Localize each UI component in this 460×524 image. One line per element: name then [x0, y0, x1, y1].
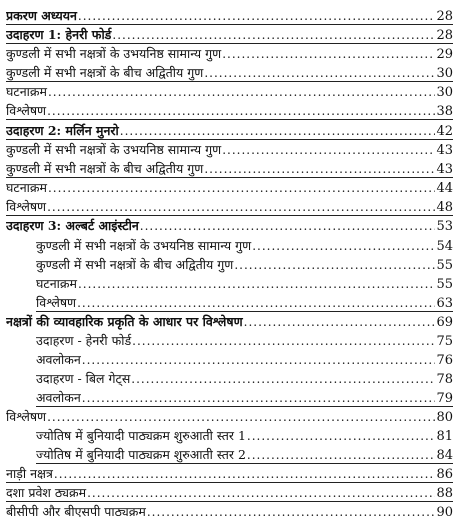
- toc-entry[interactable]: [6, 502, 453, 521]
- toc-entry-title: नक्षत्रों की व्यावहारिक प्रकृति के आधार पर विश्लेषण: [6, 314, 243, 329]
- toc-entry-page-number: 30: [436, 85, 453, 100]
- toc-entry[interactable]: [36, 350, 453, 369]
- toc-entry-page-number: 78: [436, 372, 453, 387]
- toc-entry-title: ज्योतिष में बुनियादी पाठ्यक्रम शुरुआती स्तर 2: [36, 447, 246, 462]
- dot-leader: [247, 427, 436, 445]
- toc-entry-page-number: 42: [436, 124, 453, 139]
- toc-entry[interactable]: [6, 6, 453, 25]
- toc-entry-title: कुण्डली में सभी नक्षत्रों के उभयनिष्ठ सामान्य गुण: [6, 46, 222, 61]
- dot-leader: [112, 26, 435, 44]
- dot-leader: [131, 370, 435, 388]
- toc-entry-page-number: 63: [436, 296, 453, 311]
- dot-leader: [82, 351, 436, 369]
- toc-entry[interactable]: [6, 82, 453, 101]
- dot-leader: [48, 83, 436, 101]
- toc-entry-title: उदाहरण - बिल गेट्स: [36, 371, 131, 386]
- dot-leader: [204, 160, 435, 178]
- toc-entry-page-number: 48: [436, 200, 453, 215]
- toc-entry-title: ज्योतिष में बुनियादी पाठ्यक्रम शुरुआती स्तर 1: [36, 428, 246, 443]
- dot-leader: [87, 484, 435, 502]
- toc-entry[interactable]: [36, 445, 453, 464]
- dot-leader: [77, 294, 435, 312]
- toc-entry-page-number: 28: [436, 28, 453, 43]
- toc-entry-page-number: 84: [436, 448, 453, 463]
- toc-entry-page-number: 88: [436, 486, 453, 501]
- toc-entry-title: नाड़ी नक्षत्र: [6, 466, 53, 481]
- toc-entry-title: विश्लेषण: [36, 295, 77, 310]
- dot-leader: [54, 465, 436, 483]
- toc-entry-title: उदाहरण 3: अल्बर्ट आइंस्टीन: [6, 218, 139, 233]
- toc-entry-page-number: 55: [436, 277, 453, 292]
- toc-entry-title: विश्लेषण: [6, 409, 47, 424]
- toc-entry[interactable]: [6, 25, 453, 44]
- toc-entry-title: घटनाक्रम: [36, 276, 77, 291]
- dot-leader: [47, 102, 435, 120]
- toc-entry[interactable]: [6, 312, 453, 331]
- toc-entry-page-number: 75: [436, 334, 453, 349]
- toc-entry-page-number: 76: [436, 353, 453, 368]
- toc-entry-title: अवलोकन: [36, 390, 81, 405]
- dot-leader: [204, 64, 435, 82]
- toc-entry[interactable]: [6, 101, 453, 120]
- toc-entry[interactable]: [36, 293, 453, 312]
- toc-entry[interactable]: [6, 159, 453, 178]
- toc-entry-page-number: 54: [436, 239, 453, 254]
- toc-entry[interactable]: [6, 407, 453, 426]
- toc-entry[interactable]: [6, 216, 453, 235]
- toc-entry-page-number: 90: [436, 505, 453, 520]
- toc-entry-page-number: 79: [436, 391, 453, 406]
- toc-entry[interactable]: [6, 44, 453, 63]
- dot-leader: [247, 446, 436, 464]
- dot-leader: [222, 45, 435, 63]
- dot-leader: [78, 7, 436, 25]
- toc-entry-title: कुण्डली में सभी नक्षत्रों के बीच अद्वितीय गुण: [6, 65, 204, 80]
- toc-entry[interactable]: [6, 178, 453, 197]
- dot-leader: [140, 217, 436, 235]
- dot-leader: [147, 503, 436, 521]
- toc-entry-title: विश्लेषण: [6, 103, 47, 118]
- toc-entry[interactable]: [6, 483, 453, 502]
- toc-entry-page-number: 29: [436, 47, 453, 62]
- dot-leader: [48, 179, 436, 197]
- toc-entry-page-number: 53: [436, 219, 453, 234]
- toc-entry[interactable]: [6, 464, 453, 483]
- toc-entry-title: कुण्डली में सभी नक्षत्रों के बीच अद्वितीय गुण: [36, 257, 234, 272]
- toc-entry-page-number: 55: [436, 258, 453, 273]
- dot-leader: [120, 122, 436, 140]
- toc-entry-title: विश्लेषण: [6, 199, 47, 214]
- dot-leader: [252, 237, 435, 255]
- toc-entry-page-number: 86: [436, 467, 453, 482]
- toc-entry-title: दशा प्रवेश ठ्यक्रम: [6, 485, 87, 500]
- toc-entry-title: घटनाक्रम: [6, 84, 47, 99]
- toc-entry[interactable]: [6, 197, 453, 216]
- toc-entry-page-number: 44: [436, 181, 453, 196]
- toc-entry[interactable]: [6, 121, 453, 140]
- dot-leader: [222, 141, 435, 159]
- toc-entry-title: कुण्डली में सभी नक्षत्रों के उभयनिष्ठ सामान्य गुण: [36, 238, 252, 253]
- toc-entry-page-number: 43: [436, 162, 453, 177]
- toc-entry[interactable]: [36, 426, 453, 445]
- dot-leader: [78, 275, 436, 293]
- toc-entry-page-number: 28: [436, 9, 453, 24]
- dot-leader: [132, 332, 435, 350]
- toc-entry-title: अवलोकन: [36, 352, 81, 367]
- toc-entry-page-number: 30: [436, 66, 453, 81]
- toc-entry-page-number: 43: [436, 143, 453, 158]
- toc-entry-title: प्रकरण अध्ययन: [6, 8, 77, 23]
- toc-entry[interactable]: [6, 63, 453, 82]
- dot-leader: [234, 256, 435, 274]
- toc-entry[interactable]: [36, 388, 453, 407]
- toc-entry-page-number: 38: [436, 104, 453, 119]
- toc-entry[interactable]: [36, 236, 453, 255]
- toc-entry[interactable]: [6, 140, 453, 159]
- toc-entry[interactable]: [36, 274, 453, 293]
- toc-entry[interactable]: [36, 255, 453, 274]
- toc-entry-title: उदाहरण 2: मर्लिन मुनरो: [6, 123, 119, 138]
- toc-entry-page-number: 81: [436, 429, 453, 444]
- toc-entry-page-number: 69: [436, 315, 453, 330]
- toc-entry-title: बीसीपी और बीएसपी पाठ्यक्रम: [6, 504, 146, 519]
- toc-entry-title: उदाहरण 1: हेनरी फोर्ड: [6, 27, 112, 42]
- toc-entry-title: घटनाक्रम: [6, 180, 47, 195]
- toc-entry[interactable]: [36, 331, 453, 350]
- toc-entry-title: उदाहरण - हेनरी फोर्ड: [36, 333, 132, 348]
- toc-entry[interactable]: [36, 369, 453, 388]
- toc-entry-page-number: 80: [436, 410, 453, 425]
- toc-entry-title: कुण्डली में सभी नक्षत्रों के बीच अद्वितीय गुण: [6, 161, 204, 176]
- dot-leader: [82, 389, 436, 407]
- toc-entry-title: कुण्डली में सभी नक्षत्रों के उभयनिष्ठ सामान्य गुण: [6, 142, 222, 157]
- dot-leader: [47, 198, 435, 216]
- dot-leader: [244, 313, 436, 331]
- dot-leader: [47, 408, 435, 426]
